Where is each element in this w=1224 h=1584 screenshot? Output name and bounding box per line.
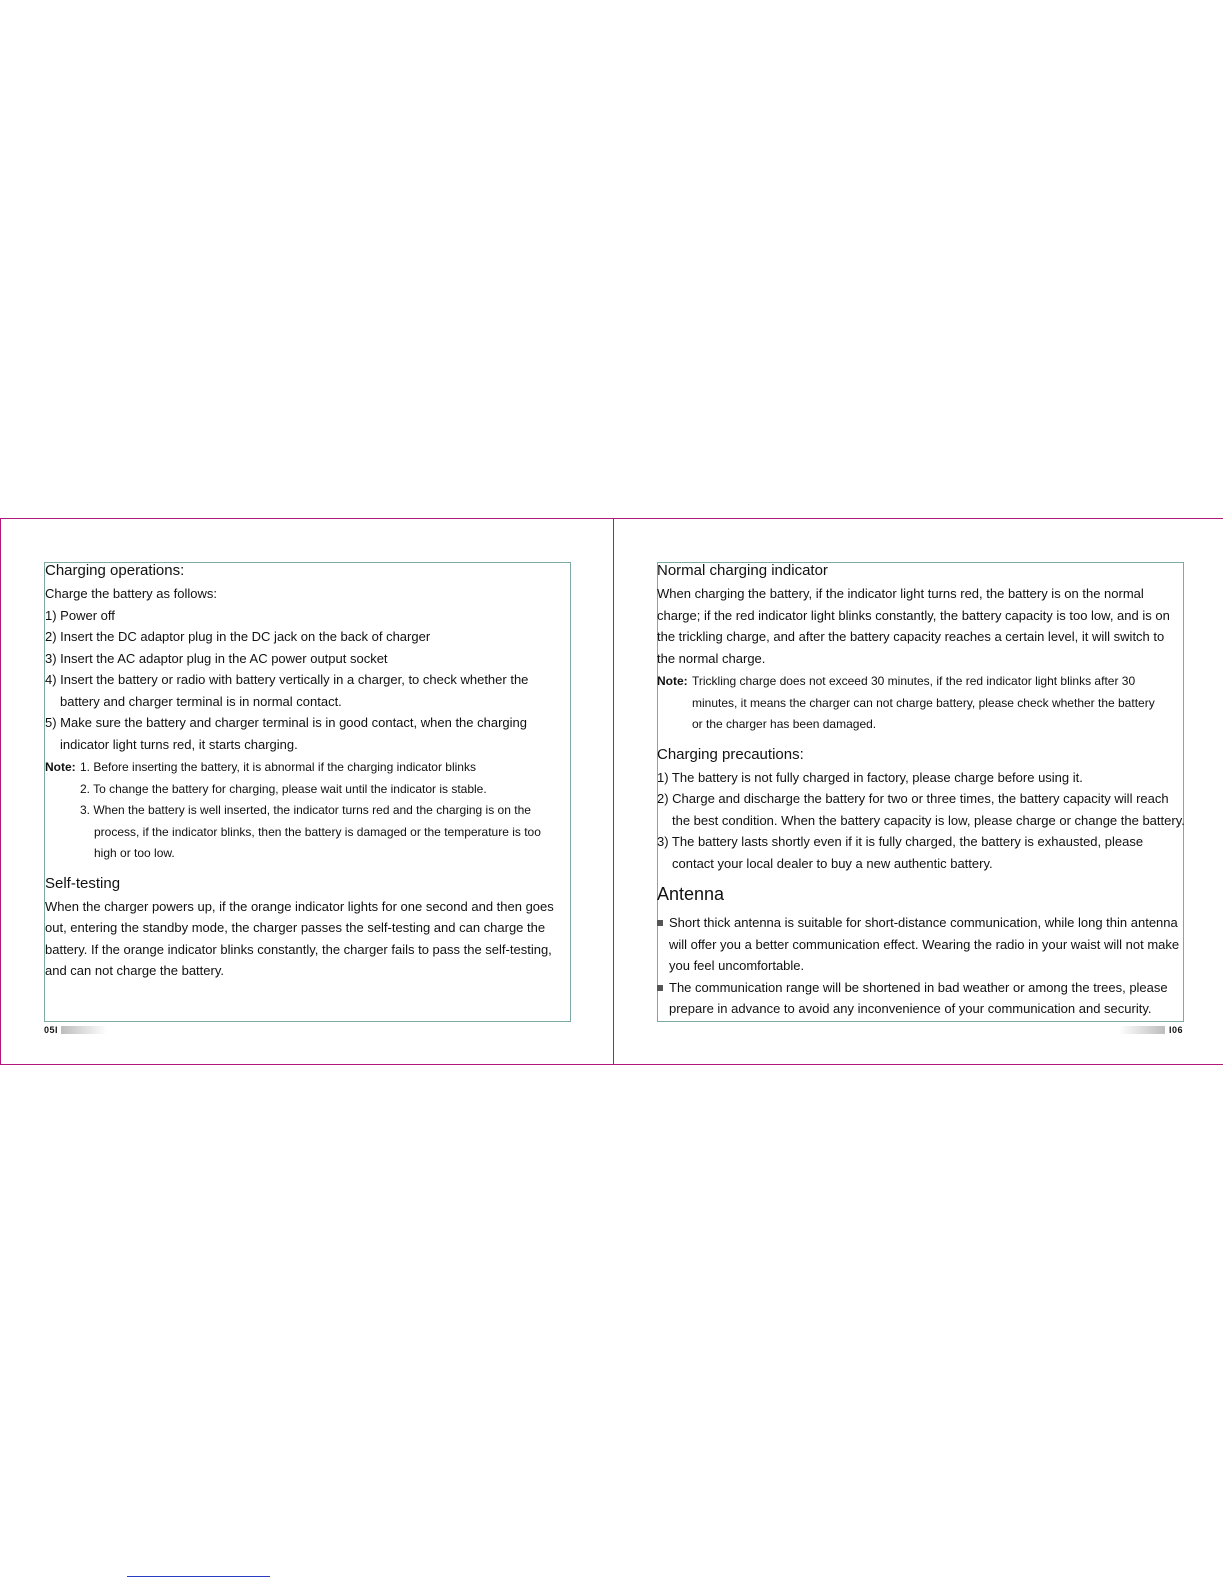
page-number-left: 05I (44, 1025, 59, 1035)
charge-intro: Charge the battery as follows: (45, 586, 217, 601)
trickle-note-line-2: minutes, it means the charger can not charge battery, please check whether the battery (692, 695, 1155, 710)
right-note (657, 671, 1202, 736)
step-3: 3) Insert the AC adaptor plug in the AC power output socket (45, 650, 388, 666)
step-1: 1) Power off (45, 607, 115, 623)
note-line-3: 3. When the battery is well inserted, the indicator turns red and the charging is on the (80, 803, 531, 817)
antenna-2-line-2: prepare in advance to avoid any inconvenience of your communication and security. (669, 1001, 1152, 1016)
antenna-bullet-2 (657, 977, 1202, 1020)
antenna-bullet-1 (657, 912, 1202, 977)
heading-self-testing: Self-testing (45, 874, 121, 892)
prec-line-1: 1) The battery is not fully charged in factory, please charge before using it. (657, 769, 1083, 785)
page-number-bar-right (1119, 1026, 1165, 1034)
heading-charging-precautions: Charging precautions: (657, 745, 804, 763)
heading-charging-operations: Charging operations: (45, 562, 185, 579)
antenna-1-line-3: you feel uncomfortable. (669, 958, 805, 973)
bullet-square-icon (657, 985, 663, 991)
trickle-note-line-1: Trickling charge does not exceed 30 minutes, if the red indicator light blinks after 30 (692, 674, 1136, 688)
step-2: 2) Insert the DC adaptor plug in the DC jack on the back of charger (45, 629, 431, 644)
page-number-bar-left (61, 1026, 107, 1034)
normal-line-1: When charging the battery, if the indicator light turns red, the battery is on the normal (657, 586, 1144, 601)
self-line-3: battery. If the orange indicator blinks constantly, the charger fails to pass the self-testing, (45, 941, 552, 957)
page-number-right: I06 (1169, 1025, 1184, 1035)
note-label: Note: (45, 760, 76, 774)
heading-normal-charging: Normal charging indicator (657, 562, 828, 579)
prec-line-2: 2) Charge and discharge the battery for two or three times, the battery capacity will reach (657, 791, 1169, 806)
prec-line-3-cont: contact your local dealer to buy a new authentic battery. (672, 855, 993, 871)
left-page-content (45, 561, 590, 982)
step-5: 5) Make sure the battery and charger terminal is in good contact, when the charging (45, 715, 527, 730)
normal-line-4: the normal charge. (657, 650, 766, 666)
self-line-4: and can not charge the battery. (45, 963, 224, 978)
antenna-1-line-1: Short thick antenna is suitable for short-distance communication, while long thin antenna (669, 915, 1178, 930)
prec-line-2-cont: the best condition. When the battery capacity is low, please charge or change the battery. (672, 812, 1185, 828)
left-note (45, 757, 590, 865)
note-line-3-cont: process, if the indicator blinks, then the battery is damaged or the temperature is too (94, 824, 541, 839)
page-divider (613, 519, 614, 1064)
note-line-1: 1. Before inserting the battery, it is abnormal if the charging indicator blinks (80, 760, 476, 774)
note-line-2: 2. To change the battery for charging, please wait until the indicator is stable. (80, 781, 487, 796)
self-line-2: out, entering the standby mode, the charger passes the self-testing and can charge the (45, 920, 546, 935)
prec-line-3: 3) The battery lasts shortly even if it is fully charged, the battery is exhausted, please (657, 834, 1144, 849)
normal-line-3: the trickling charge, and after the battery capacity reaches a certain level, it will switch to (657, 629, 1165, 644)
trickle-note-line-3: or the charger has been damaged. (692, 717, 877, 731)
note-label: Note: (657, 674, 688, 688)
self-line-1: When the charger powers up, if the orange indicator lights for one second and then goes (45, 898, 554, 914)
antenna-2-line-1: The communication range will be shortened in bad weather or among the trees, please (669, 979, 1168, 995)
antenna-1-line-2: will offer you a better communication effect. Wearing the radio in your waist will not make (669, 936, 1180, 952)
bottom-rule (127, 1576, 270, 1577)
manual-spread (0, 518, 1223, 1065)
note-line-3-end: high or too low. (94, 846, 175, 860)
step-4-cont: battery and charger terminal is in normal contact. (60, 693, 342, 709)
bullet-square-icon (657, 920, 663, 926)
step-4: 4) Insert the battery or radio with battery vertically in a charger, to check whether the (45, 672, 529, 687)
right-page-content (657, 561, 1202, 1020)
normal-line-2: charge; if the red indicator light blinks constantly, the battery capacity is too low, and is on (657, 607, 1170, 623)
heading-antenna: Antenna (657, 884, 725, 904)
step-5-cont: indicator light turns red, it starts charging. (60, 736, 298, 752)
